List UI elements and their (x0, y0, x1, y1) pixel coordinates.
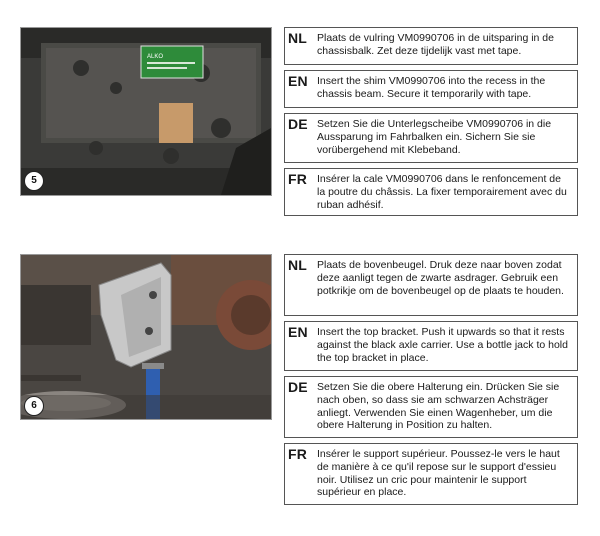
instruction-text-en: Insert the shim VM0990706 into the recess in the chassis beam. Secure it temporarily with tape. (317, 75, 546, 100)
step-6-photo (20, 254, 272, 420)
step-number-badge: 5 (24, 171, 44, 191)
step-6-fr-box (284, 443, 578, 505)
language-code-fr: FR (288, 171, 308, 187)
step-6-nl-box (284, 254, 578, 316)
language-code-de: DE (288, 379, 308, 395)
language-code-fr: FR (288, 446, 308, 462)
chassis-tag-label: ALKO (147, 54, 164, 60)
step-5-photo (20, 27, 272, 196)
instruction-text-fr: Insérer le support supérieur. Poussez-le vers le haut de manière à ce qu'il repose sur le support d'essieu noir. Utilisez un cric pour maintenir le support supérieur en place. (317, 448, 560, 499)
language-code-nl: NL (288, 30, 308, 46)
instruction-text-nl: Plaats de vulring VM0990706 in de uitsparing in de chassisbalk. Zet deze tijdelijk vast met tape. (317, 32, 554, 57)
language-code-en: EN (288, 73, 308, 89)
step-5-fr-box (284, 168, 578, 216)
instruction-text-fr: Insérer la cale VM0990706 dans le renfoncement de la poutre du châssis. La fixer temporairement avec du ruban adhésif. (317, 173, 567, 211)
chassis-beam-photo-icon (21, 28, 271, 195)
step-5-en-box (284, 70, 578, 108)
instruction-text-en: Insert the top bracket. Push it upwards so that it rests against the black axle carrier. Use a bottle jack to hold the top bracket in place. (317, 326, 568, 364)
language-code-en: EN (288, 324, 308, 340)
step-6-en-box (284, 321, 578, 371)
step-5-nl-box (284, 27, 578, 65)
step-number-badge: 6 (24, 396, 44, 416)
language-code-de: DE (288, 116, 308, 132)
step-6-de-box (284, 376, 578, 438)
instruction-text-de: Setzen Sie die obere Halterung ein. Drücken Sie sie nach oben, so dass sie am schwarzen Achsträger anliegt. Verwenden Sie einen Wagenheber, um die obere Halterung in Position zu halten. (317, 381, 560, 432)
instruction-text-de: Setzen Sie die Unterlegscheibe VM0990706 in die Aussparung im Fahrbalken ein. Sichern Sie sie vorübergehend mit Klebeband. (317, 118, 552, 156)
step-5-de-box (284, 113, 578, 163)
language-code-nl: NL (288, 257, 308, 273)
top-bracket-photo-icon (21, 255, 271, 419)
instruction-text-nl: Plaats de bovenbeugel. Druk deze naar boven zodat deze aanligt tegen de zwarte asdrager. Gebruik een potkrikje om de bovenbeugel op de plaats te houden. (317, 259, 564, 297)
